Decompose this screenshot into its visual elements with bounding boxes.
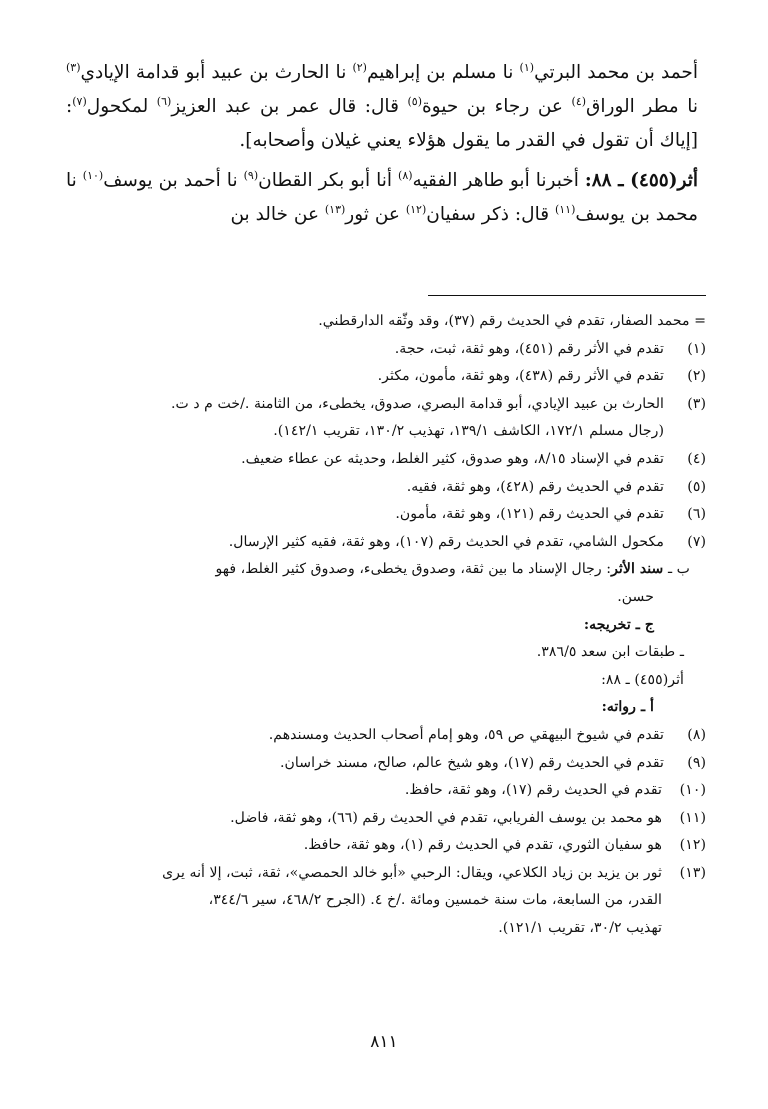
footnote-number: (١٣) xyxy=(679,864,706,881)
text-span: قال: ذكر سفيان xyxy=(426,204,555,225)
footnote-text: تقدم في الحديث رقم (١٧)، وهو ثقة، حافظ. xyxy=(404,782,662,799)
sanad-continuation: حسن. xyxy=(617,588,654,605)
ruwat-heading: أ ـ رواته: xyxy=(601,699,654,716)
athar-heading: أثر(٤٥٥) ـ ٨٨: xyxy=(601,671,684,688)
text-span: : [إياك أن تقول في القدر ما يقول هؤلاء يعني غيلان وأصحابه]. xyxy=(66,96,698,151)
page-number: ٨١١ xyxy=(370,1032,398,1052)
main-text xyxy=(66,56,698,232)
paragraph-2 xyxy=(66,164,698,232)
sanad-label: سند الأثر xyxy=(611,561,664,578)
text-span: أنا أبو بكر القطان xyxy=(258,170,399,191)
footnote-text: تقدم في الحديث رقم (١٧)، وهو شيخ عالم، صالح، مسند خراسان. xyxy=(279,754,664,771)
footnote-ref[interactable]: (١٢) xyxy=(405,203,427,216)
footnote-ref[interactable]: (٣) xyxy=(66,61,81,74)
footnote-6 xyxy=(66,501,706,529)
footnote-text: تقدم في الأثر رقم (٤٣٨)، وهو ثقة، مأمون، مكثر. xyxy=(377,368,664,385)
footnote-text: تقدم في شيوخ البيهقي ص ٥٩، وهو إمام أصحاب الحديث ومسندهم. xyxy=(268,726,664,743)
footnote-13-continuation-2: تهذيب ٣٠/٢، تقريب ١٢١/١). xyxy=(498,920,662,937)
footnote-text: تقدم في الحديث رقم (٤٢٨)، وهو ثقة، فقيه. xyxy=(406,478,664,495)
footnote-ref[interactable]: (٩) xyxy=(243,169,259,182)
text-span: نا محمد بن يوسف xyxy=(66,170,698,225)
footnote-3-continuation: (رجال مسلم ١٧٢/١، الكاشف ١٣٩/١، تهذيب ١٣٠/٢، تقريب ١٤٢/١). xyxy=(273,423,664,440)
footnote-ref[interactable]: (٧) xyxy=(72,95,87,108)
footnote-2 xyxy=(66,363,706,391)
footnote-number: (٥) xyxy=(687,478,706,495)
footnote-ref[interactable]: (٦) xyxy=(156,95,172,108)
footnote-number: (١) xyxy=(687,340,706,357)
text-span: نا مطر الوراق xyxy=(586,96,698,117)
text-span: لمكحول xyxy=(86,96,157,117)
footnote-13 xyxy=(66,860,706,888)
footnote-ref[interactable]: (٥) xyxy=(407,95,422,108)
footnote-12 xyxy=(66,832,706,860)
footnote-text: هو محمد بن يوسف الفريابي، تقدم في الحديث رقم (٦٦)، وهو ثقة، فاضل. xyxy=(230,809,662,826)
footnote-text: ثور بن يزيد بن زياد الكلاعي، ويقال: الرحبي «أبو خالد الحمصي»، ثقة، ثبت، إلا أنه يرى xyxy=(162,864,662,881)
text-span: عن خالد بن xyxy=(230,204,325,225)
footnote-number: (٦) xyxy=(687,506,706,523)
footnote-text: الحارث بن عبيد الإيادي، أبو قدامة البصري، صدوق، يخطىء، من الثامنة ./خت م د ت. xyxy=(170,395,664,412)
footnote-carry: = محمد الصفار، تقدم في الحديث رقم (٣٧)، وقد وثّقه الدارقطني. xyxy=(318,313,706,329)
footnote-number: (٧) xyxy=(687,533,706,550)
footnote-number: (٨) xyxy=(687,726,706,743)
footnote-ref[interactable]: (١) xyxy=(519,61,535,74)
footnote-text: مكحول الشامي، تقدم في الحديث رقم (١٠٧)، وهو ثقة، فقيه كثير الإرسال. xyxy=(228,533,664,550)
footnote-ref[interactable]: (١٣) xyxy=(324,203,346,216)
footnote-5 xyxy=(66,474,706,502)
footnote-8 xyxy=(66,722,706,750)
footnote-divider xyxy=(428,295,706,296)
footnote-number: (١٠) xyxy=(679,782,706,799)
text-span: نا مسلم بن إبراهيم xyxy=(366,62,520,83)
footnote-ref[interactable]: (١٠) xyxy=(82,169,104,182)
footnote-9 xyxy=(66,750,706,778)
footnote-text: تقدم في الأثر رقم (٤٥١)، وهو ثقة، ثبت، حجة. xyxy=(394,340,664,357)
footnote-number: (١٢) xyxy=(679,837,706,854)
footnote-7 xyxy=(66,529,706,557)
footnote-number: (٩) xyxy=(687,754,706,771)
text-span: عن ثور xyxy=(345,204,406,225)
footnote-ref[interactable]: (٢) xyxy=(352,61,367,74)
text-span: قال: قال عمر بن عبد العزيز xyxy=(171,96,408,117)
footnote-4 xyxy=(66,446,706,474)
text-span: نا أحمد بن يوسف xyxy=(103,170,244,191)
footnote-text: هو سفيان الثوري، تقدم في الحديث رقم (١)، وهو ثقة، حافظ. xyxy=(303,837,662,854)
footnote-ref[interactable]: (١١) xyxy=(554,203,576,216)
text-span: أخبرنا أبو طاهر الفقيه xyxy=(412,170,585,191)
paragraph-1 xyxy=(66,56,698,158)
footnote-11 xyxy=(66,805,706,833)
footnote-1 xyxy=(66,336,706,364)
takhrij-item: ـ طبقات ابن سعد ٣٨٦/٥. xyxy=(536,644,684,661)
footnote-number: (٣) xyxy=(687,395,706,412)
text-span: : رجال الإسناد ما بين ثقة، وصدوق يخطىء، وصدوق كثير الغلط، فهو xyxy=(215,561,612,578)
takhrij-heading: ج ـ تخريجه: xyxy=(583,616,654,633)
text-span: عن رجاء بن حيوة xyxy=(421,96,572,117)
footnote-text: تقدم في الإسناد ٨/١٥، وهو صدوق، كثير الغلط، وحديثه عن عطاء ضعيف. xyxy=(241,450,664,467)
footnote-ref[interactable]: (٤) xyxy=(571,95,587,108)
text-span: ب ـ xyxy=(663,561,690,578)
text-span: أحمد بن محمد البرتي xyxy=(534,62,698,83)
footnote-3 xyxy=(66,391,706,419)
footnote-13-continuation: القدر، من السابعة، مات سنة خمسين ومائة ./خ ٤. (الجرح ٤٦٨/٢، سير ٣٤٤/٦، xyxy=(208,892,662,909)
footnote-number: (١١) xyxy=(679,809,706,826)
footnote-number: (٢) xyxy=(687,368,706,385)
athar-label: أثر(٤٥٥) ـ ٨٨: xyxy=(584,170,698,191)
footnote-10 xyxy=(66,777,706,805)
sanad-line xyxy=(66,556,706,584)
footnote-ref[interactable]: (٨) xyxy=(398,169,413,182)
footnotes xyxy=(66,308,706,943)
footnote-text: تقدم في الحديث رقم (١٢١)، وهو ثقة، مأمون. xyxy=(395,506,664,523)
footnote-number: (٤) xyxy=(687,450,706,467)
text-span: نا الحارث بن عبيد أبو قدامة الإيادي xyxy=(80,62,353,83)
